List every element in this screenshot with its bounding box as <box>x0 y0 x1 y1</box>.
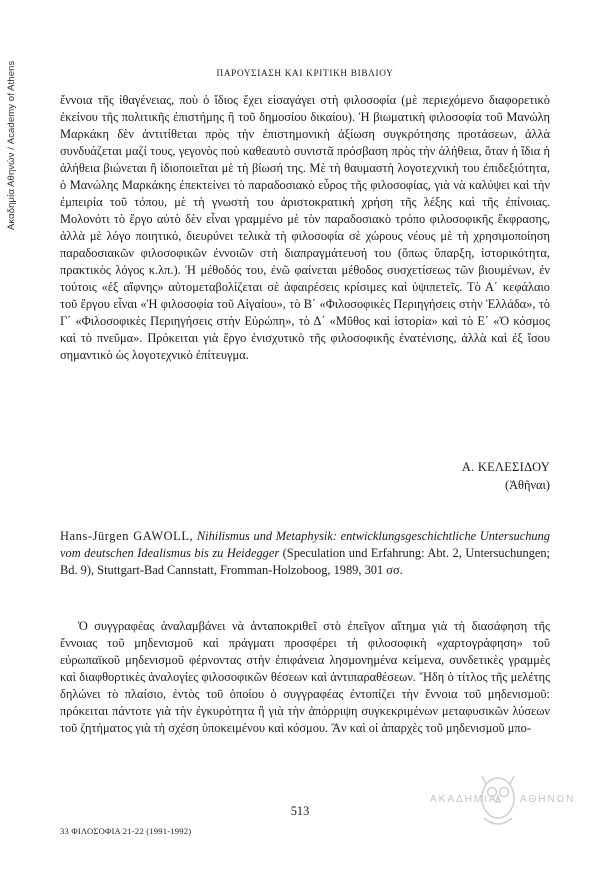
owl-seal-icon <box>472 772 524 832</box>
reviewer-place: (Ἀθῆναι) <box>504 478 550 492</box>
book-author: Hans-Jürgen GAWOLL, <box>60 529 194 543</box>
footer-note: 33 ΦΙΛΟΣΟΦΙΑ 21-22 (1991-1992) <box>60 826 192 836</box>
book-reference <box>60 528 550 579</box>
book-title: Nihilismus und Metaphysik: entwicklungsgeschichtliche Untersuchung vom deutschen Idealismus bis zu Heidegger <box>60 529 550 560</box>
watermark-right-text: ΑΘΗΝΩΝ <box>520 794 576 805</box>
page-number: 513 <box>290 804 310 818</box>
academy-watermark <box>420 770 590 860</box>
second-review-text: Ὁ συγγραφέας ἀναλαμβάνει νὰ ἀνταποκριθεῖ στὸ ἐπεῖγον αἴτημα γιὰ τὴ διασάφηση τῆς ἔννοιας τοῦ μηδενισμοῦ καὶ πράγματι προσφέρει τὴ φιλοσοφικὴ «χαρτογράφηση» τοῦ εὐρωπαϊκοῦ μηδενισμοῦ φέρνοντας στὴν ἐπιφάνεια λησμονημένα κείμενα, συνδετικὲς γραμμὲς καὶ διαφθορτικὲς ἀναλογίες φιλοσοφικῶν θέσεων καὶ ἀντιπαραθέσεων. Ἤδη ὁ τίτλος τῆς μελέτης δηλώνει τὸ πλαίσιο, ἐντὸς τοῦ ὁποίου ὁ συγγραφέας ἐντοπίζει τὴν ἔννοια τοῦ μηδενισμοῦ: πρόκειται πάντοτε γιὰ τὴν ἐγκυρότητα ἢ γιὰ τὴν ἀπόρριψη συγκεκριμένων μεταφυσικῶν λύσεων τοῦ ζητήματος γιὰ τὴ σχέση ὑποκειμένου καὶ κόσμου. Ἂν καὶ οἱ ἀπαρχὲς τοῦ μηδενισμοῦ μπο- <box>60 619 550 735</box>
book-details: (Speculation und Erfahrung: Abt. 2, Untersuchungen; Bd. 9), Stuttgart-Bad Cannstatt, Fromman-Holzoboog, 1989, 301 σσ. <box>60 546 550 577</box>
reviewer-signature: Α. ΚΕΛΕΣΙΔΟΥ <box>461 460 550 474</box>
first-review-text: ἔννοια τῆς ἰθαγένειας, ποὺ ὁ ἴδιος ἔχει εἰσαγάγει στὴ φιλοσοφία (μὲ περιεχόμενο διαφορετικὸ ἐκείνου τῆς πολιτικῆς ἐπιστήμης ἢ τοῦ δημοσίου δικαίου). Ἡ βιωματικὴ φιλοσοφία τοῦ Μανώλη Μαρκάκη δὲν ἀντιτίθεται πρὸς τὴν ἐπιστημονικὴ ἀξίωση συγκρότησης προτάσεων, ἀλλὰ συνδυάζεται μαζί τους, γεγονὸς ποὺ καθεαυτὸ συνιστᾶ πρόσβαση πρὸς τὴν ἀλήθεια, ὅταν ἡ ἴδια ἡ ἀλήθεια βιώνεται ἢ ἰδιοποιεῖται μὲ τὴ βίωσή της. Μὲ τὴ θαυμαστὴ λογοτεχνικὴ του ἐπιδεξιότητα, ὁ Μανώλης Μαρκάκης ἐπεκτείνει τὸ παραδοσιακὸ εὖρος τῆς φιλοσοφίας, γιὰ νὰ καλύψει καὶ τὴν ἐμπειρία τοῦ τόπου, μὲ τὴ γνωστὴ του ἀριστοκρατικὴ χρήση τῆς λέξης καὶ τῆς ἐπίνοιας. Μολονότι τὸ ἔργο αὐτὸ δὲν εἶναι γραμμένο μὲ τὸν παραδοσιακὸ τρόπο φιλοσοφικῆς ἔκφρασης, ἀλλὰ μὲ λόγο ποιητικό, διευρύνει τελικὰ τὴ φιλοσοφία σὲ χώρους νέους μὲ τὴ χρησιμοποίηση παραδοσιακῶν φιλοσοφικῶν ἐννοιῶν στὴ διαπραγμάτευσή του (ὅπως ὕπαρξη, ἱστορικότητα, πρακτικὸς λόγος κ.λπ.). Ἡ μέθοδός του, ἐνῶ φαίνεται μέθοδος συσχετίσεως τῶν βιουμένων, ἐν τούτοις «ἐξ αἴφνης» αὐτομεταβολίζεται σὲ ἀφαιρέσεις κρίσιμες καὶ ὑψιπετεῖς. Τὸ Α΄ κεφάλαιο τοῦ ἔργου εἶναι «Ἡ φιλοσοφία τοῦ Αἰγαίου», τὸ Β΄ «Φιλοσοφικὲς Περιηγήσεις στὴν Ἑλλάδα», τὸ Γ΄ «Φιλοσοφικὲς Περιηγήσεις στὴν Εὐρώπη», τὸ Δ΄ «Μῦθος καὶ ἱστορία» καὶ τὸ Ε΄ «Ὁ κόσμος καὶ τὸ πνεῦμα». Πρόκειται γιὰ ἔργο ἐνισχυτικὸ τῆς φιλοσοφικῆς ἐνατένισης, ἀλλὰ καὶ ἐξ ἴσου σημαντικὸ ὡς λογοτεχνικὸ ἐπίτευγμα. <box>60 93 550 362</box>
watermark-left-text: ΑΚΑΔΗΜΙΑ <box>430 794 498 805</box>
side-credit: Ακαδημία Αθηνών / Academy of Athens <box>6 60 17 230</box>
running-head: ΠΑΡΟΥΣΙΑΣΗ ΚΑΙ ΚΡΙΤΙΚΗ ΒΙΒΛΙΟΥ <box>216 68 394 78</box>
